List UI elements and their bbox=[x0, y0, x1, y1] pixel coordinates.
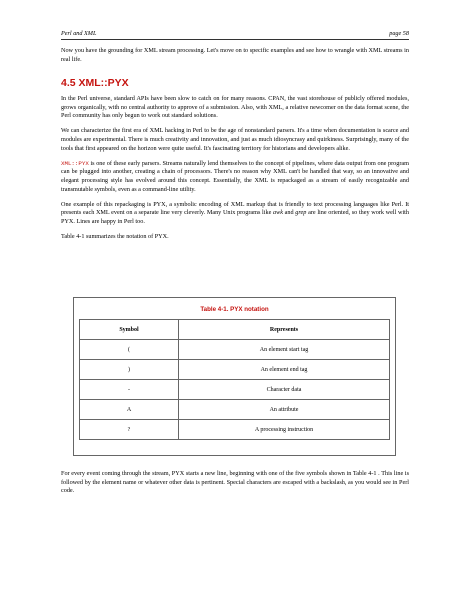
term-awk: awk bbox=[273, 209, 283, 217]
table-header-row bbox=[80, 320, 390, 340]
symbol-cell: - bbox=[80, 380, 179, 400]
paragraph-repackaging-text-a: One example of this repackaging is PYX, a symbolic encoding of XML markup that is friendly to text processing languages like Perl. It presents each XML event on a separate line very cleverly. Many Unix programs like bbox=[61, 200, 409, 217]
header-page-number: page 58 bbox=[389, 30, 409, 37]
paragraph-pyx-parser bbox=[61, 160, 409, 194]
closing-section bbox=[61, 470, 409, 496]
symbol-cell: ( bbox=[80, 340, 179, 360]
symbol-cell: ? bbox=[80, 420, 179, 440]
table-row bbox=[80, 340, 390, 360]
symbol-cell: ) bbox=[80, 360, 179, 380]
paragraph-first-era: We can characterize the first era of XML hacking in Perl to be the age of nonstandard parsers. It's a time when documentation is scarce and modules are experimental. There is much creativity and innovation, and just as much idiosyncrasy and quirkiness. Surprisingly, many of the tools that first appeared on the horizon were quite useful. It's fascinating territory for historians and developers alike. bbox=[61, 127, 409, 152]
header-divider bbox=[61, 39, 409, 40]
term-grep: grep bbox=[295, 209, 307, 217]
page-body bbox=[61, 47, 409, 242]
header-book-title: Perl and XML bbox=[61, 30, 97, 37]
symbol-cell: A bbox=[80, 400, 179, 420]
code-module-name: XML::PYX bbox=[61, 159, 89, 167]
represents-cell: Character data bbox=[179, 380, 390, 400]
closing-paragraph: For every event coming through the stream, PYX starts a new line, beginning with one of the five symbols shown in Table 4-1 . This line is followed by the element name or whatever other data is pertinent. Special characters are escaped with a backslash, as you would see in Perl code. bbox=[61, 470, 409, 495]
table-row bbox=[80, 380, 390, 400]
intro-paragraph: Now you have the grounding for XML stream processing. Let's move on to specific examples and see how to wrangle with XML streams in real life. bbox=[61, 47, 409, 63]
paragraph-table-reference: Table 4-1 summarizes the notation of PYX. bbox=[61, 232, 169, 240]
paragraph-cpan: In the Perl universe, standard APIs have been slow to catch on for many reasons. CPAN, the vast storehouse of publicly offered modules, grows organically, with no central authority to approve of a submission. Also, with XML, a relative newcomer on the data format scene, the Perl community has only begun to work out standard solutions. bbox=[61, 95, 409, 120]
paragraph-pyx-parser-text: is one of these early parsers. Streams naturally lend themselves to the concept of pipelines, where data output from one program can be plugged into another, creating a chain of processors. There's no reason why XML can't be handled that way, so an innovative and elegant processing style has evolved around this concept. Essentially, the XML is repackaged as a stream of easily recognizable and transmutable symbols, even as a command-line utility. bbox=[61, 159, 409, 193]
table-row bbox=[80, 400, 390, 420]
represents-cell: A processing instruction bbox=[179, 420, 390, 440]
table-row bbox=[80, 360, 390, 380]
table-caption: Table 4-1. PYX notation bbox=[200, 306, 269, 313]
paragraph-repackaging-and: and bbox=[282, 209, 296, 217]
table-row bbox=[80, 420, 390, 440]
running-header bbox=[61, 30, 409, 37]
pyx-notation-table bbox=[79, 319, 390, 440]
represents-cell: An element end tag bbox=[179, 360, 390, 380]
represents-cell: An attribute bbox=[179, 400, 390, 420]
column-header-represents: Represents bbox=[179, 320, 390, 340]
column-header-symbol: Symbol bbox=[80, 320, 179, 340]
represents-cell: An element start tag bbox=[179, 340, 390, 360]
section-heading: 4.5 XML::PYX bbox=[61, 77, 129, 90]
paragraph-repackaging-text-b: are line oriented, so they work well with PYX. Lines are happy in Perl too. bbox=[61, 209, 409, 225]
paragraph-repackaging bbox=[61, 201, 409, 227]
